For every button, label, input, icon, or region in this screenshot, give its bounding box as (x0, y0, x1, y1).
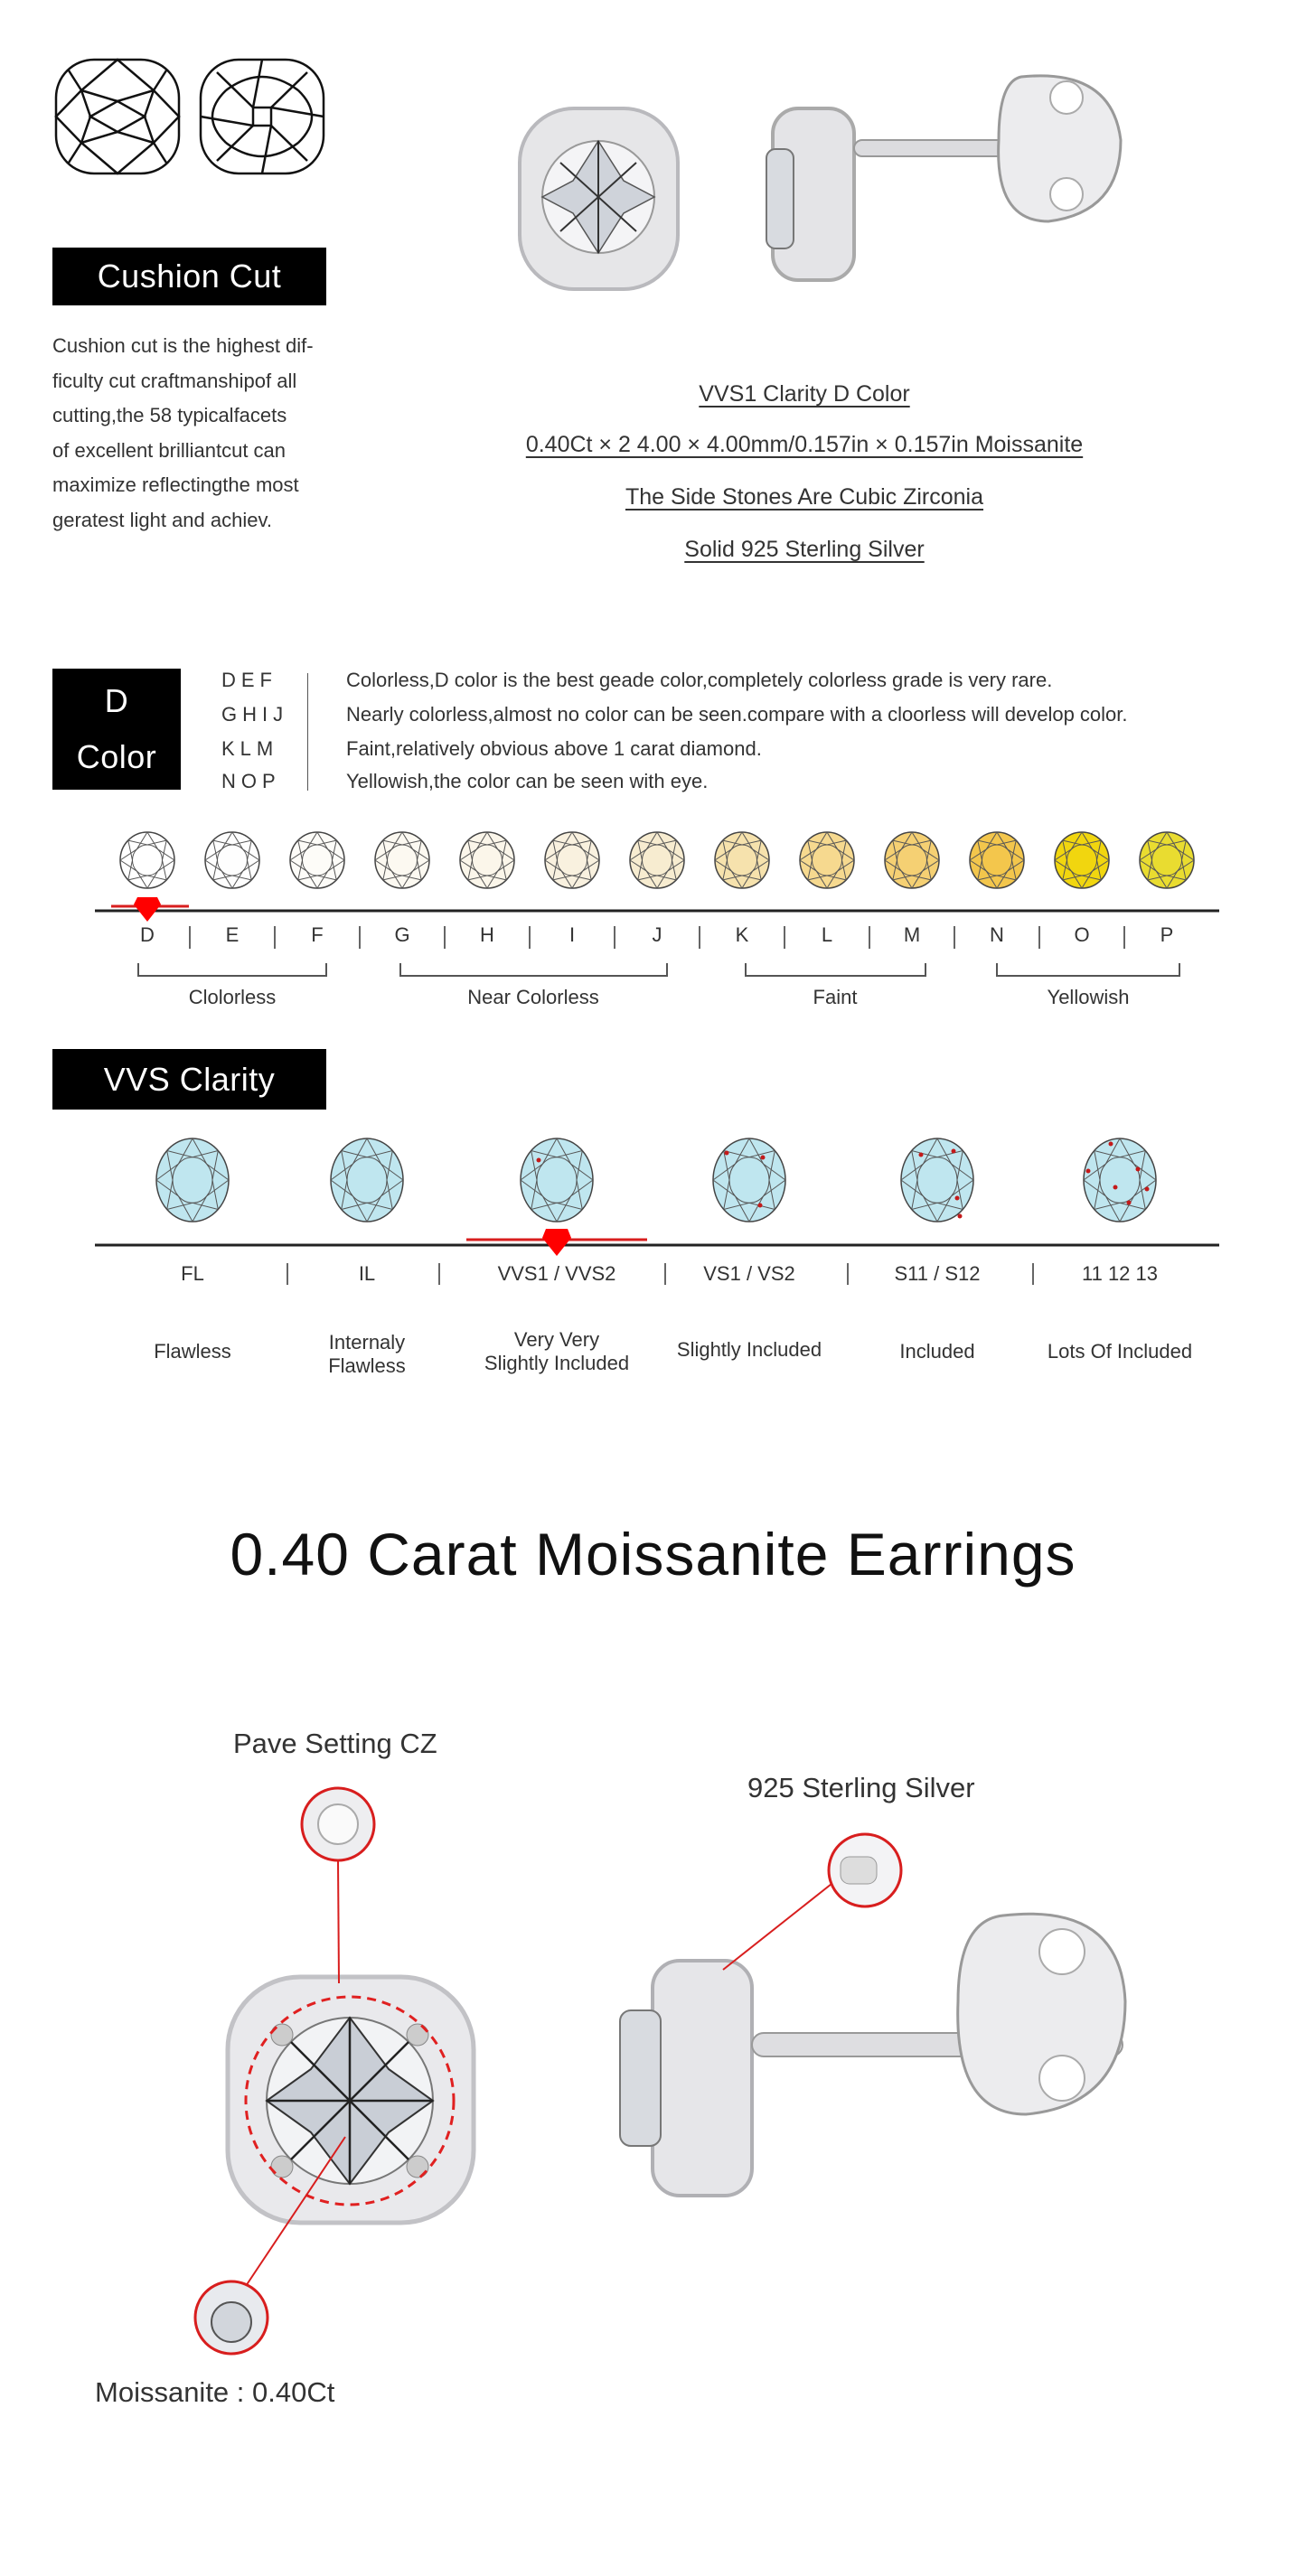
cushion-cut-description (52, 329, 351, 538)
pave-callout (302, 1788, 374, 1983)
clarity-code: IL (358, 1262, 376, 1285)
color-swatch-E (205, 832, 259, 888)
inclusion-mark (1136, 1167, 1141, 1172)
clarity-title: VVS Clarity (52, 1049, 326, 1110)
silver-callout (723, 1834, 901, 1970)
clarity-diamond-3 (713, 1138, 785, 1222)
group-label-near-colorless: Near Colorless (467, 986, 599, 1008)
desc-line: Cushion cut is the highest dif- (52, 334, 314, 357)
inclusion-mark (1127, 1201, 1132, 1205)
spec-metal: Solid 925 Sterling Silver (684, 537, 925, 562)
clarity-diamond-2 (521, 1138, 593, 1222)
grade-letters: GHIJ (221, 703, 289, 726)
inclusion-mark (1086, 1169, 1091, 1174)
color-swatch-G (375, 832, 429, 888)
spec-clarity-color: VVS1 Clarity D Color (699, 381, 910, 407)
inclusion-mark (1113, 1185, 1118, 1190)
clarity-code: 11 12 13 (1081, 1262, 1159, 1285)
color-grade-L: L (821, 923, 833, 946)
inclusion-mark (958, 1214, 963, 1219)
grade-description: Faint,relatively obvious above 1 carat diamond. (346, 737, 762, 760)
color-swatch-P (1140, 832, 1194, 888)
spec-size: 0.40Ct × 2 4.00 × 4.00mm/0.157in × 0.157in Moissanite (525, 432, 1084, 457)
color-grade-O: O (1074, 923, 1090, 946)
cushion-cut-title: Cushion Cut (52, 248, 326, 305)
color-grade-D: D (140, 923, 155, 946)
clarity-diamond-1 (331, 1138, 403, 1222)
color-grade-M: M (903, 923, 921, 946)
color-title-line: D (104, 682, 129, 719)
desc-line: geratest light and achiev. (52, 508, 272, 531)
clarity-name-line: Flawless (328, 1354, 406, 1377)
grade-description: Nearly colorless,almost no color can be seen.compare with a cloorless will develop color. (346, 703, 1128, 726)
inclusion-mark (537, 1158, 541, 1163)
color-swatch-H (460, 832, 514, 888)
inclusion-mark (1109, 1142, 1113, 1147)
clarity-diamond-0 (156, 1138, 229, 1222)
inclusion-mark (952, 1149, 956, 1154)
color-grade-H: H (480, 923, 494, 946)
grade-letters: DEF (221, 669, 277, 691)
inclusion-mark (725, 1151, 729, 1156)
desc-line: cutting,the 58 typicalfacets (52, 404, 287, 426)
clarity-name (328, 1331, 406, 1378)
callout-pave-label: Pave Setting CZ (233, 1728, 437, 1759)
clarity-code: VVS1 / VVS2 (497, 1262, 616, 1285)
cushion-cut-diagram-icon (56, 60, 179, 173)
clarity-code: VS1 / VS2 (703, 1262, 795, 1285)
group-label-faint: Faint (813, 986, 858, 1008)
color-grade-K: K (735, 923, 749, 946)
clarity-name-line: Very Very (513, 1328, 600, 1351)
inclusion-mark (1145, 1187, 1150, 1192)
clarity-name: Flawless (154, 1340, 231, 1363)
grade-letters: NOP (221, 770, 281, 792)
color-swatch-I (545, 832, 599, 888)
grade-description: Colorless,D color is the best geade color,completely colorless grade is very rare. (346, 669, 1053, 691)
earring-detail-front-image (228, 1977, 474, 2223)
desc-line: maximize reflectingthe most (52, 473, 299, 496)
clarity-name: Slightly Included (676, 1338, 822, 1361)
color-swatch-O (1055, 832, 1109, 888)
color-grade-J: J (652, 923, 662, 946)
desc-line: ficulty cut craftmanshipof all (52, 369, 297, 392)
color-grade-G: G (394, 923, 410, 946)
color-swatch-K (715, 832, 769, 888)
inclusion-mark (758, 1204, 763, 1208)
clarity-marker-icon (542, 1229, 571, 1256)
callout-stone-label: Moissanite : 0.40Ct (95, 2376, 335, 2408)
inclusion-mark (955, 1196, 960, 1201)
color-swatch-D (120, 832, 174, 888)
inclusion-mark (919, 1153, 924, 1157)
cushion-cut-pavilion-icon (201, 60, 324, 173)
color-swatch-F (290, 832, 344, 888)
color-swatch-N (970, 832, 1024, 888)
clarity-name-line: Slightly Included (484, 1352, 630, 1374)
callout-silver-label: 925 Sterling Silver (747, 1772, 975, 1803)
clarity-code: FL (181, 1262, 204, 1285)
desc-line: of excellent brilliantcut can (52, 438, 287, 462)
color-swatch-M (885, 832, 939, 888)
color-title (52, 669, 181, 790)
color-grade-I: I (568, 923, 576, 946)
inclusion-mark (761, 1156, 766, 1160)
color-marker-icon (134, 897, 161, 922)
clarity-name: Lots Of Included (1047, 1340, 1193, 1363)
spec-side-stones: The Side Stones Are Cubic Zirconia (625, 484, 984, 510)
color-grade-F: F (311, 923, 324, 946)
color-grade-E: E (225, 923, 240, 946)
earring-side-image (766, 76, 1121, 280)
color-grade-P: P (1160, 923, 1174, 946)
color-swatch-L (800, 832, 854, 888)
clarity-diamond-5 (1084, 1138, 1156, 1222)
grade-letters: KLM (221, 737, 279, 760)
group-label-colorless: Clolorless (188, 986, 277, 1008)
color-title-line: Color (76, 738, 157, 775)
clarity-name: Included (899, 1340, 975, 1363)
color-swatch-J (630, 832, 684, 888)
earring-front-image (520, 108, 678, 289)
grade-description: Yellowish,the color can be seen with eye. (346, 770, 709, 792)
clarity-name (484, 1328, 629, 1375)
clarity-name-line: Internaly (328, 1331, 406, 1354)
product-title: 0.40 Carat Moissanite Earrings (230, 1521, 1076, 1588)
group-label-yellowish: Yellowish (1047, 986, 1130, 1008)
divider (307, 673, 308, 791)
earring-detail-side-image (620, 1914, 1125, 2196)
color-grade-N: N (990, 923, 1004, 946)
clarity-diamond-4 (901, 1138, 973, 1222)
color-brackets (138, 963, 1179, 976)
clarity-code: S11 / S12 (894, 1262, 981, 1285)
